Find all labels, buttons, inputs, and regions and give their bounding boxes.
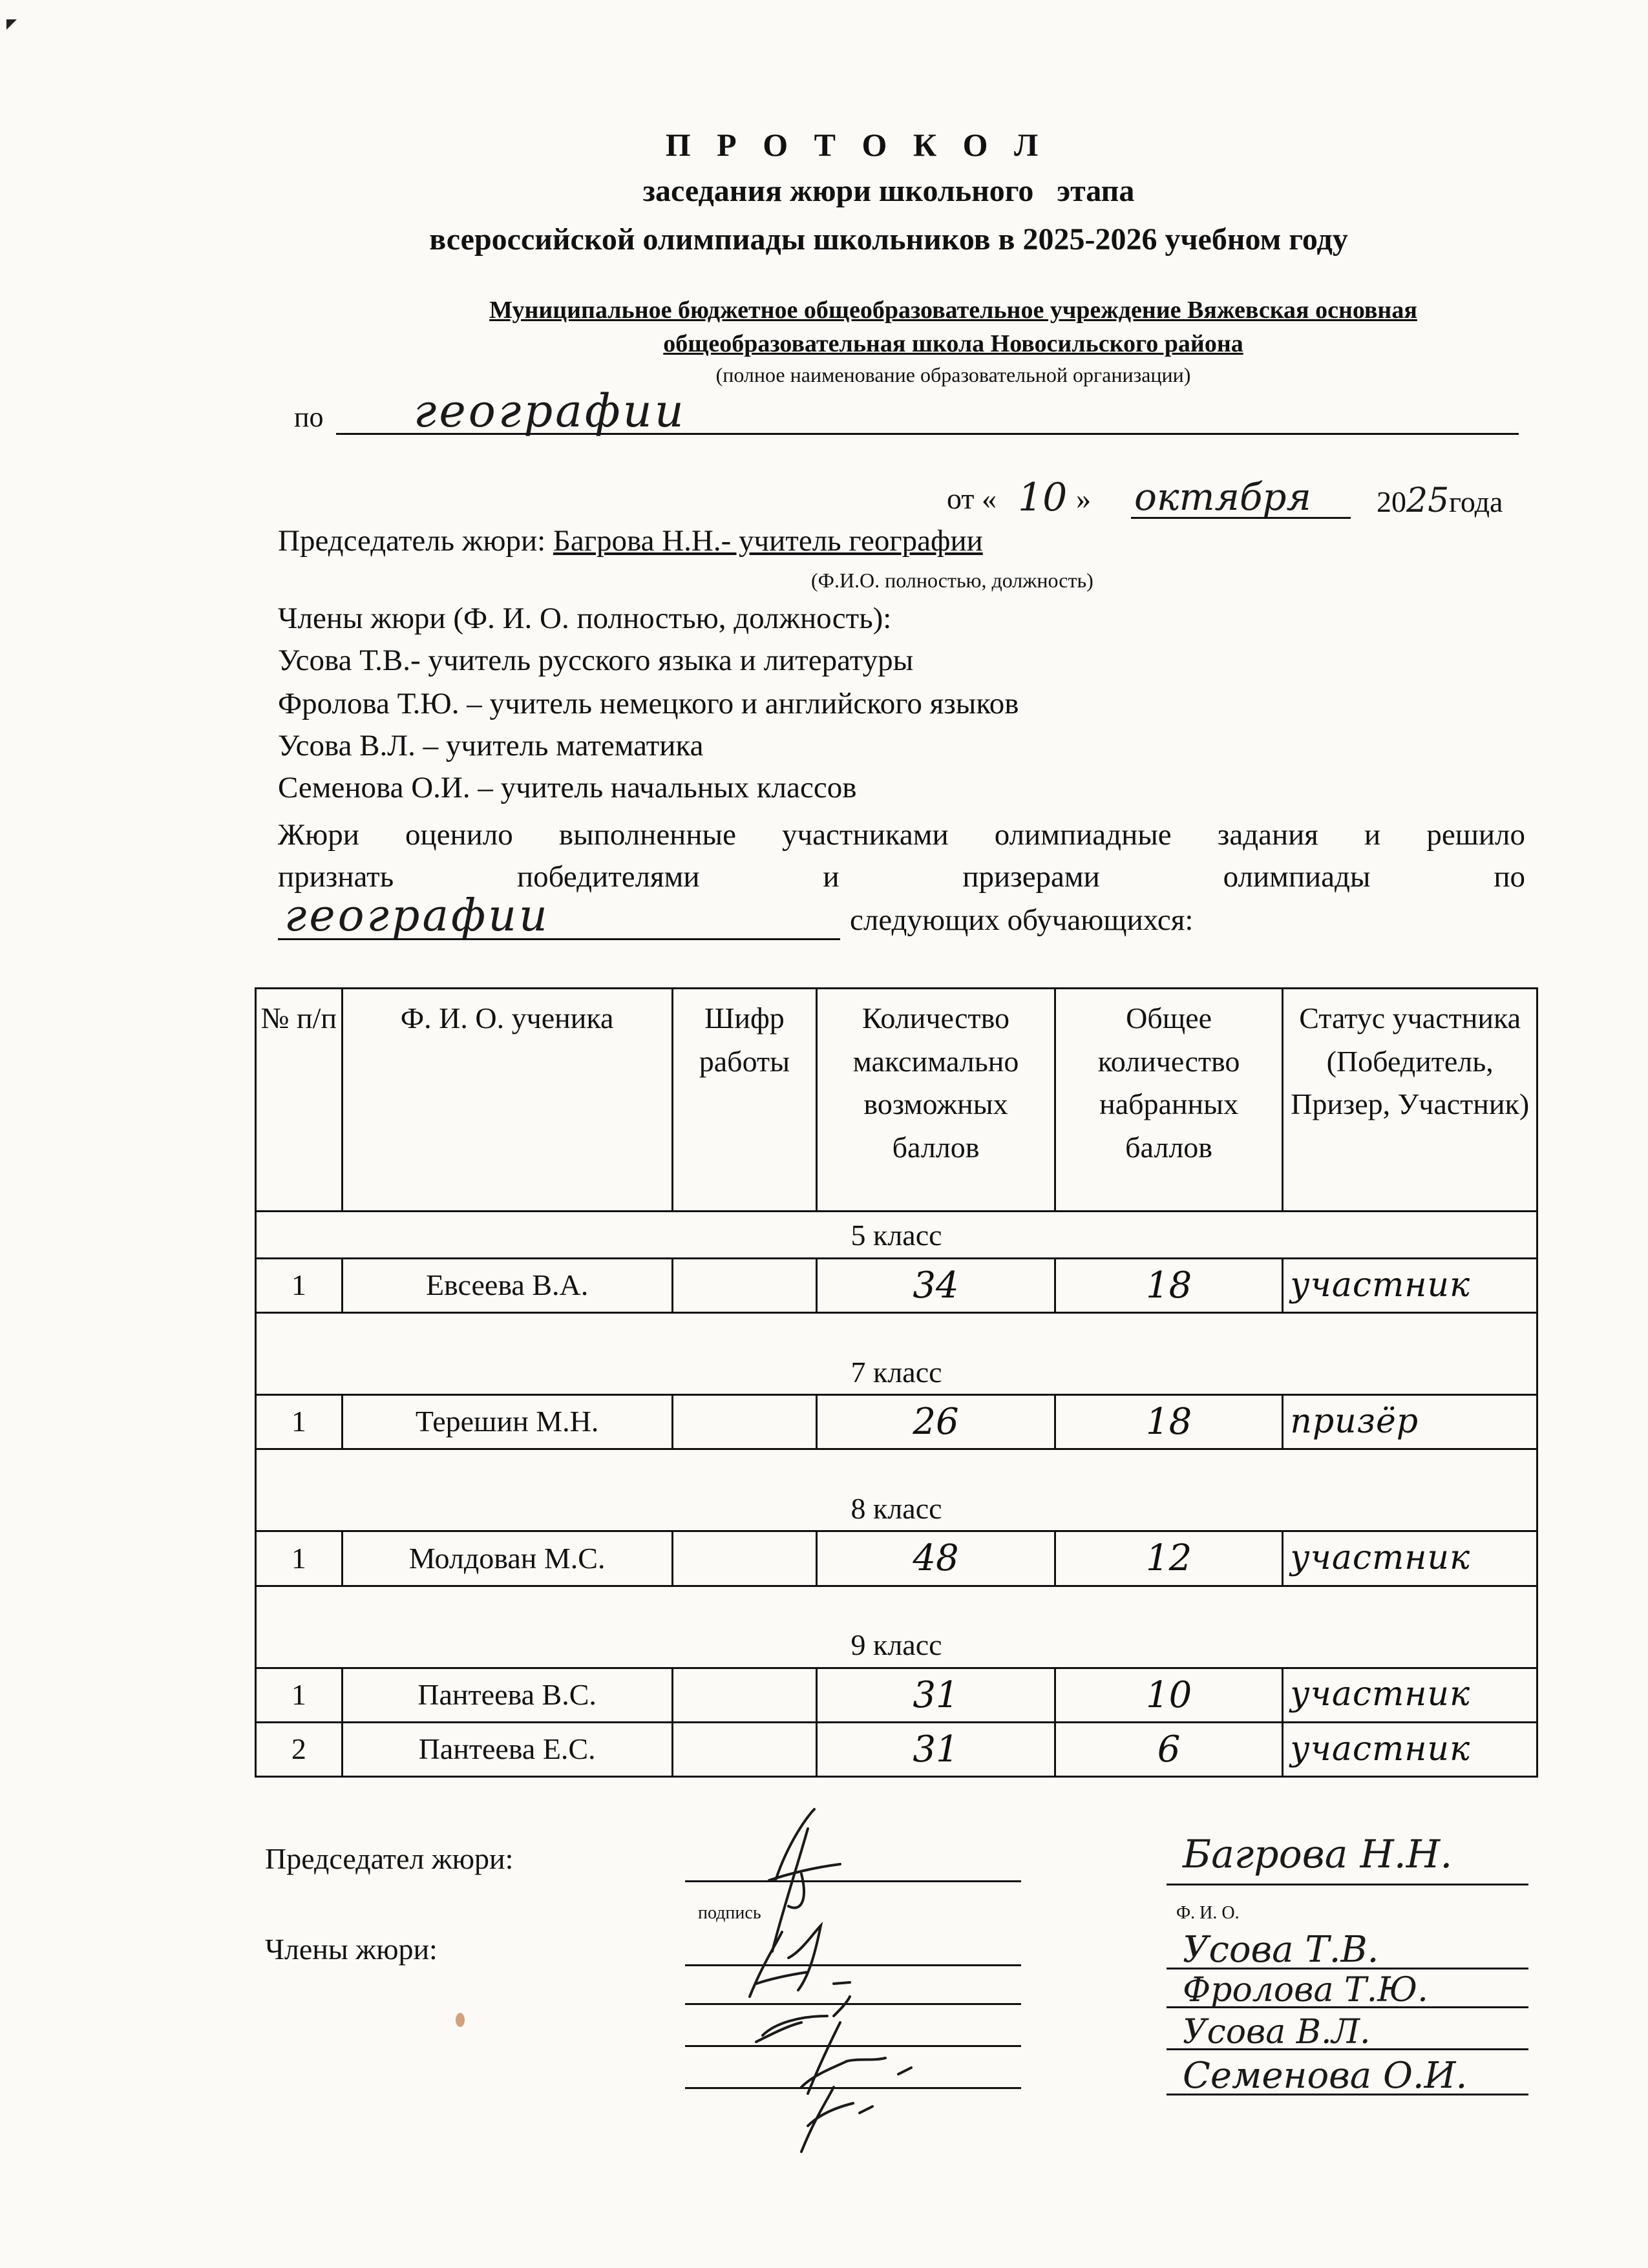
decision-subject-handwritten: географии <box>284 890 550 941</box>
grade-label: 9 класс <box>256 1586 1537 1668</box>
cell-total-score: 12 <box>1055 1531 1283 1586</box>
member-item: Фролова Т.Ю. – учитель немецкого и английского языков <box>278 687 1019 720</box>
header-total-score: Общее количество набранных баллов <box>1055 989 1283 1212</box>
date-year-prefix: 20 <box>1377 485 1406 518</box>
date-day-handwritten: 10 <box>1018 475 1068 520</box>
document-subtitle-1: заседания жюри школьного этапа <box>642 174 1135 208</box>
decision-line-1: Жюри оценило выполненные участниками олимпиадные задания и решило <box>278 818 1525 852</box>
document-subtitle-2: всероссийской олимпиады школьников в 2025-2026 учебном году <box>429 222 1348 257</box>
table-header-row <box>256 989 1537 1212</box>
subject-handwritten: географии <box>414 384 686 437</box>
chair-line <box>278 523 983 558</box>
organization-name-line-2: общеобразовательная школа Новосильского района <box>663 330 1243 357</box>
cell-num: 2 <box>256 1722 343 1776</box>
header-num: № п/п <box>256 989 343 1212</box>
paper-stain <box>456 2013 465 2027</box>
cell-code <box>672 1395 817 1449</box>
fio-member-handwritten: Фролова Т.Ю. <box>1183 1971 1428 2010</box>
date-close-quote: » <box>1076 482 1091 515</box>
scan-corner-mark <box>6 19 17 30</box>
date-year-handwritten: 25 <box>1406 481 1450 520</box>
cell-status: участник <box>1283 1259 1537 1313</box>
signature-members-label: Члены жюри: <box>265 1933 438 1966</box>
cell-total-score: 6 <box>1055 1722 1283 1776</box>
date-year <box>1377 481 1503 520</box>
decision-word: и <box>823 860 840 894</box>
cell-max-score: 48 <box>817 1531 1055 1586</box>
fio-chair-handwritten: Багрова Н.Н. <box>1183 1832 1453 1877</box>
grade-label: 5 класс <box>256 1212 1537 1259</box>
header-max-score: Количество максимально возможных баллов <box>817 989 1055 1212</box>
subject-prefix: по <box>294 401 324 433</box>
chair-caption: (Ф.И.О. полностью, должность) <box>811 569 1093 592</box>
decision-word: олимпиады <box>1223 860 1371 894</box>
signature-member-2-stroke <box>756 1997 850 2042</box>
date-prefix-text: от « <box>947 482 997 515</box>
chair-label: Председатель жюри: <box>278 524 553 558</box>
fio-caption: Ф. И. О. <box>1176 1903 1240 1923</box>
cell-max-score: 31 <box>817 1668 1055 1722</box>
member-item: Семенова О.И. – учитель начальных классов <box>278 771 857 804</box>
grade-row <box>256 1449 1537 1531</box>
organization-caption: (полное наименование образовательной организации) <box>715 363 1191 386</box>
cell-num: 1 <box>256 1531 343 1586</box>
date-prefix <box>947 481 997 516</box>
date-year-suffix: года <box>1449 485 1503 518</box>
handwritten-signatures <box>737 1803 982 2165</box>
cell-status: участник <box>1283 1531 1537 1586</box>
signature-member-3-stroke <box>801 2022 911 2094</box>
cell-code <box>672 1259 817 1313</box>
cell-total-score: 18 <box>1055 1395 1283 1449</box>
cell-name: Евсеева В.А. <box>342 1259 672 1313</box>
cell-name: Молдован М.С. <box>342 1531 672 1586</box>
member-item: Усова В.Л. – учитель математика <box>278 729 704 762</box>
signature-chair-stroke <box>769 1809 840 1951</box>
cell-code <box>672 1531 817 1586</box>
header-code: Шифр работы <box>672 989 817 1212</box>
header-status: Статус участника (Победитель, Призер, Участник) <box>1283 989 1537 1212</box>
header-name: Ф. И. О. ученика <box>342 989 672 1212</box>
table-row <box>256 1668 1537 1722</box>
cell-name: Пантеева В.С. <box>342 1668 672 1722</box>
cell-status: призёр <box>1283 1395 1537 1449</box>
cell-status: участник <box>1283 1668 1537 1722</box>
cell-status: участник <box>1283 1722 1537 1776</box>
chair-value: Багрова Н.Н.- учитель географии <box>553 524 983 558</box>
decision-line-2 <box>278 859 1525 894</box>
cell-num: 1 <box>256 1259 343 1313</box>
cell-num: 1 <box>256 1668 343 1722</box>
grade-row <box>256 1586 1537 1668</box>
signature-member-4-stroke <box>801 2087 872 2152</box>
decision-subject-underline <box>278 938 840 940</box>
decision-word: победителями <box>516 860 700 894</box>
cell-num: 1 <box>256 1395 343 1449</box>
table-row <box>256 1395 1537 1449</box>
cell-code <box>672 1668 817 1722</box>
signature-member-1-stroke <box>750 1926 850 1997</box>
cell-max-score: 26 <box>817 1395 1055 1449</box>
grade-row <box>256 1212 1537 1259</box>
fio-line-chair <box>1167 1884 1528 1885</box>
cell-max-score: 31 <box>817 1722 1055 1776</box>
organization-name-line-1: Муниципальное бюджетное общеобразовательное учреждение Вяжевская основная <box>489 297 1417 324</box>
signature-chair-label: Председател жюри: <box>265 1842 514 1875</box>
results-table <box>255 987 1538 1778</box>
cell-max-score: 34 <box>817 1259 1055 1313</box>
date-month-underline <box>1131 517 1351 519</box>
cell-name: Терешин М.Н. <box>342 1395 672 1449</box>
grade-row <box>256 1313 1537 1395</box>
signature-caption: подпись <box>698 1903 761 1923</box>
fio-member-handwritten: Усова В.Л. <box>1183 2013 1371 2052</box>
decision-line-3-tail: следующих обучающихся: <box>850 903 1194 937</box>
date-month-handwritten: октября <box>1134 475 1311 519</box>
fio-member-handwritten: Усова Т.В. <box>1183 1929 1379 1971</box>
table-row <box>256 1531 1537 1586</box>
grade-label: 8 класс <box>256 1449 1537 1531</box>
cell-code <box>672 1722 817 1776</box>
decision-word: по <box>1494 860 1525 894</box>
grade-label: 7 класс <box>256 1313 1537 1395</box>
document-title: П Р О Т О К О Л <box>665 127 1048 163</box>
decision-word: признать <box>278 860 394 894</box>
cell-total-score: 18 <box>1055 1259 1283 1313</box>
decision-word: призерами <box>962 860 1100 894</box>
table-row <box>256 1722 1537 1776</box>
cell-name: Пантеева Е.С. <box>342 1722 672 1776</box>
table-row <box>256 1259 1537 1313</box>
cell-total-score: 10 <box>1055 1668 1283 1722</box>
fio-member-handwritten: Семенова О.И. <box>1183 2055 1468 2097</box>
member-item: Усова Т.В.- учитель русского языка и литературы <box>278 644 914 677</box>
members-heading: Члены жюри (Ф. И. О. полностью, должность): <box>278 602 892 635</box>
